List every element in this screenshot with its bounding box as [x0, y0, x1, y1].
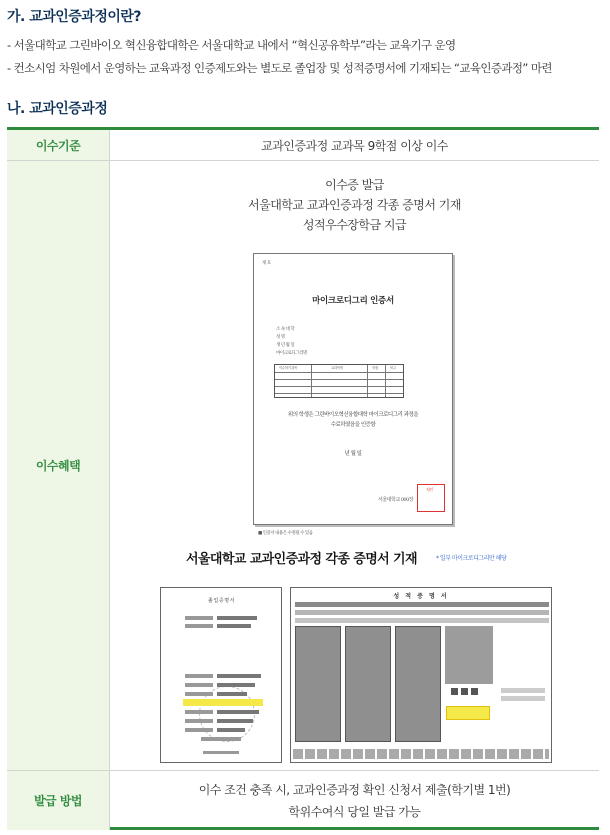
section-b-title: 나. 교과인증과정	[7, 101, 108, 117]
cert-field: 성 명	[276, 335, 285, 340]
cert-field: 마이크로디그리명	[276, 351, 307, 356]
certification-table	[7, 127, 599, 830]
cert-col-header: 이수학기 과목	[279, 366, 297, 370]
table-row	[7, 130, 599, 161]
microdegree-certificate-image	[253, 253, 453, 536]
row-header: 이수기준	[7, 130, 110, 160]
content-line: 이수증 발급	[325, 178, 384, 192]
bullet-1: - 서울대학교 그린바이오 혁신융합대학은 서울대학교 내에서 “혁신공유학부”라는 교육기구 운영	[7, 38, 456, 52]
transcript-certificates-image	[150, 543, 566, 767]
table-row	[7, 771, 599, 830]
table-row	[7, 161, 599, 771]
section-a-title: 가. 교과인증과정이란?	[7, 9, 142, 25]
row-content	[110, 130, 599, 160]
row-header: 발급 방법	[7, 771, 110, 830]
bullet-2: - 컨소시엄 차원에서 운영하는 교육과정 인증제도와는 별도로 졸업장 및 성적증명서에 기재되는 “교육인증과정” 마련	[7, 61, 552, 75]
highlight	[183, 699, 263, 706]
certificates-note: * 일부 마이크로디그리만 해당	[436, 555, 507, 562]
highlight	[446, 706, 490, 720]
seal-stamp: 직인	[417, 484, 445, 512]
content-line: 이수 조건 충족 시, 교과인증과정 확인 신청서 제출(학기별 1번)	[198, 783, 511, 797]
cert-issuer: 서울대학교 000장	[378, 497, 414, 503]
cert-course-table	[274, 364, 404, 398]
cert-footnote: ■ 인증서 내용은 수정될 수 있음	[258, 531, 313, 536]
content-line: 성적우수장학금 지급	[302, 218, 407, 232]
cert-col-header: 학점	[372, 366, 378, 370]
content-line: 교과인증과정 교과목 9학점 이상 이수	[261, 139, 448, 153]
cert-body: 위의 학생은 그린바이오혁신융합대학 마이크로디그리 과정을	[287, 412, 419, 418]
cert-col-header: 비고	[390, 366, 396, 370]
cert-number: 제 호	[262, 261, 271, 266]
cert-field: 소 속 대 학	[276, 327, 295, 332]
transcript-title: 성 적 증 명 서	[393, 593, 449, 600]
cert-title: 마이크로디그리 인증서	[312, 296, 394, 306]
row-header: 이수혜택	[7, 161, 110, 770]
row-content	[110, 161, 599, 770]
cert-date: 년 월 일	[344, 451, 362, 457]
row-content	[110, 771, 599, 830]
graduation-certificate	[160, 587, 282, 763]
certificates-heading: 서울대학교 교과인증과정 각종 증명서 기재	[186, 552, 417, 567]
content-line: 학위수여식 당일 발급 가능	[288, 805, 421, 819]
content-line: 서울대학교 교과인증과정 각종 증명서 기재	[248, 198, 461, 212]
cert-body: 수료하였음을 인증함	[330, 422, 376, 428]
cert-field: 생 년 월 일	[276, 343, 295, 348]
cert-col-header: 교과목명	[331, 366, 343, 370]
transcript	[290, 587, 552, 763]
graduation-cert-title: 졸 업 증 명 서	[207, 598, 234, 604]
